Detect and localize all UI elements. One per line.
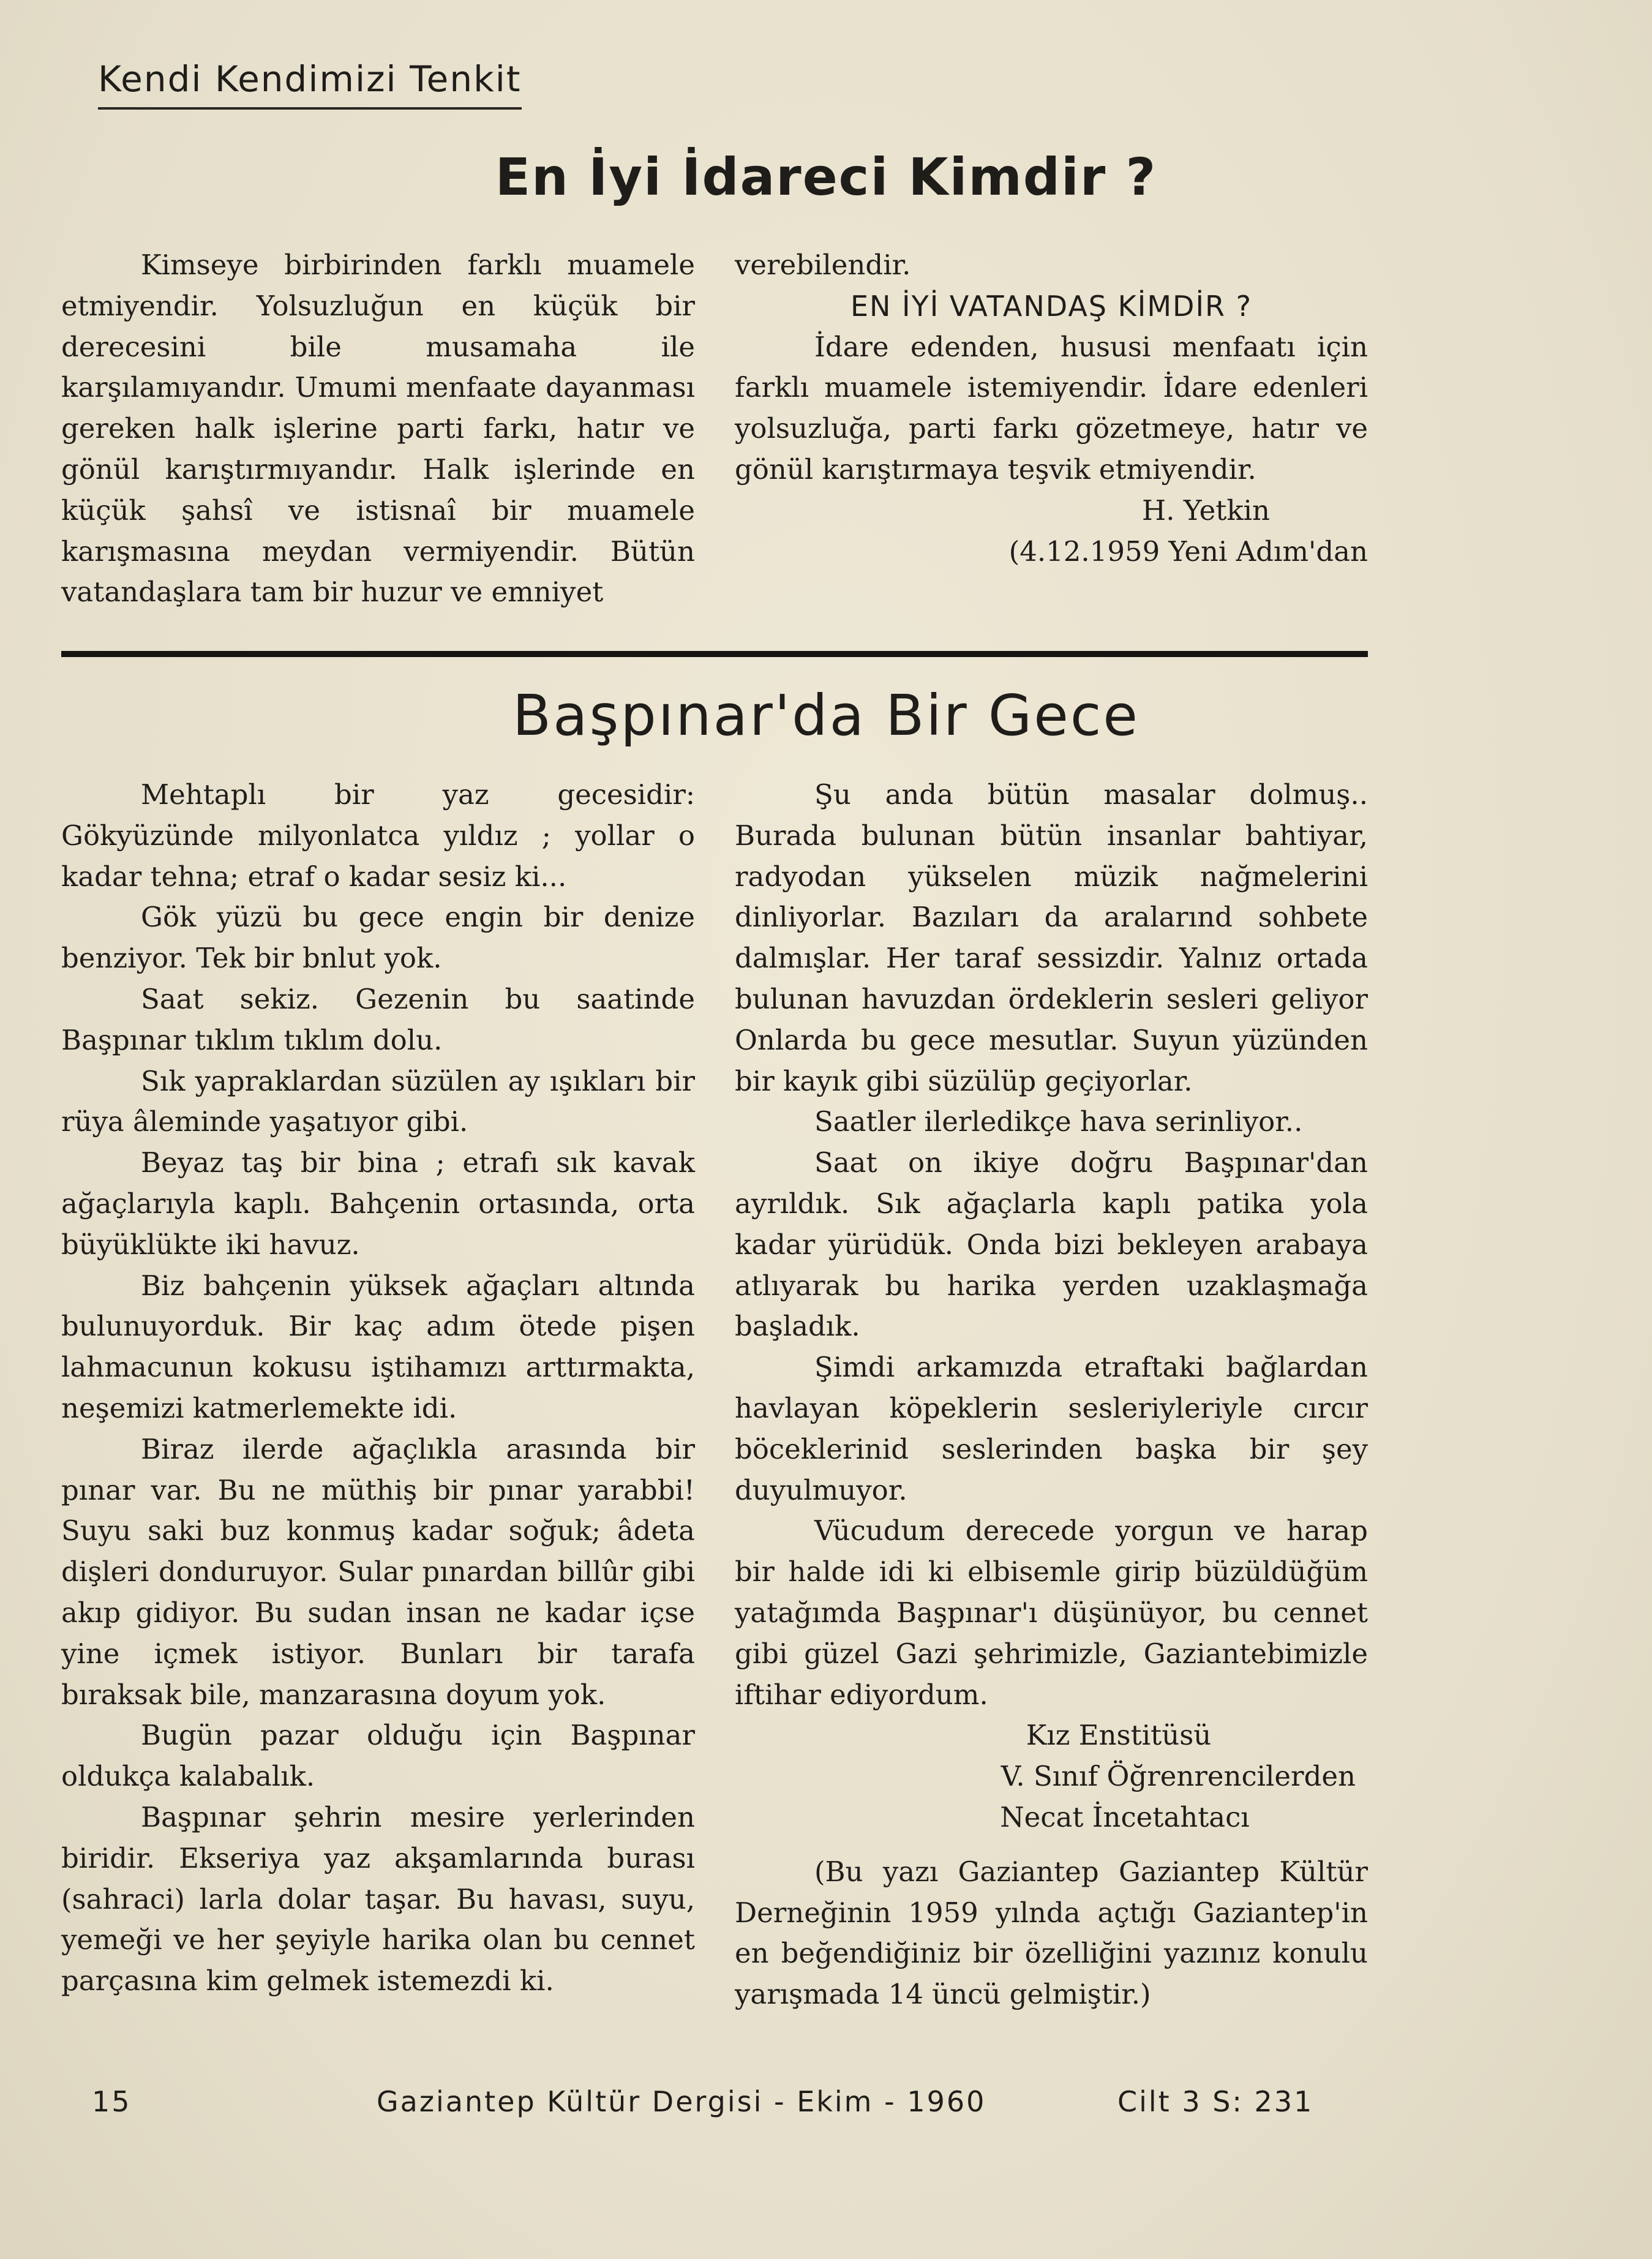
- article2-paragraph: Gök yüzü bu gece engin bir denize benziyor. Tek bir bnlut yok.: [61, 901, 695, 975]
- article2-paragraph: Başpınar şehrin mesire yerlerinden biridir. Ekseriya yaz akşamlarında burası (sahraci) larla dolar taşar. Bu havası, suyu, yemeği ve her şeyiyle harika olan bu cennet parçasına kim gelmek istemezdi ki.: [61, 1800, 695, 1998]
- article2-paragraph: Biz bahçenin yüksek ağaçları altında bulunuyorduk. Bir kaç adım ötede pişen lahmacunun kokusu iştihamızı arttırmakta, neşemizi katmerlemekte idi.: [61, 1269, 695, 1424]
- article2-paragraph: Saat sekiz. Gezenin bu saatinde Başpınar tıklım tıklım dolu.: [61, 982, 695, 1056]
- article2-paragraph: Saat on ikiye doğru Başpınar'dan ayrıldık. Sık ağaçlarla kaplı patika yola kadar yürüdük. Onda bizi bekleyen arabaya atlıyarak bu harika yerden uzaklaşmağa başladık.: [735, 1146, 1368, 1343]
- page-number: 15: [92, 2085, 132, 2118]
- article1-source: (4.12.1959 Yeni Adım'dan: [1008, 535, 1368, 568]
- competition-note: (Bu yazı Gaziantep Gaziantep Kültür Derneğinin 1959 yılnda açtığı Gaziantep'in en beğendiğiniz bir özelliğini yazınız konulu yarışmada 14 üncü gelmiştir.): [735, 1855, 1368, 2011]
- article1-right-column: [735, 245, 1368, 572]
- article1-paragraph: İdare edenden, hususi menfaatı için farklı muamele istemiyendir. İdare edenleri yolsuzluğa, parti farkı gözetmeye, hatır ve gönül karıştırmaya teşvik etmiyendir.: [735, 330, 1368, 486]
- article-title-baspinar: Başpınar'da Bir Gece: [512, 683, 1140, 748]
- section-divider: [61, 651, 1368, 657]
- signature-class: V. Sınıf Öğrenrencilerden: [1001, 1760, 1356, 1793]
- article2-paragraph: Şu anda bütün masalar dolmuş.. Burada bulunan bütün insanlar bahtiyar, radyodan yükselen müzik nağmelerini dinliyorlar. Bazıları da aralarınd sohbete dalmışlar. Her taraf sessizdir. Yalnız ortada bulunan havuzdan ördeklerin sesleri geliyor Onlarda bu gece mesutlar. Suyun yüzünden bir kayık gibi süzülüp geçiyorlar.: [735, 778, 1368, 1097]
- article2-paragraph: Sık yapraklardan süzülen ay ışıkları bir rüya âleminde yaşatıyor gibi.: [61, 1064, 695, 1138]
- journal-title: Gaziantep Kültür Dergisi - Ekim - 1960: [377, 2085, 986, 2118]
- article2-paragraph: Bugün pazar olduğu için Başpınar oldukça kalabalık.: [61, 1719, 695, 1793]
- article1-author: H. Yetkin: [1141, 494, 1270, 527]
- article2-paragraph: Vücudum derecede yorgun ve harap bir halde idi ki elbisemle girip büzüldüğüm yatağımda Başpınar'ı düşünüyor, bu cennet gibi güzel Gazi şehrimizle, Gaziantebimizle iftihar ediyordum.: [735, 1514, 1368, 1711]
- volume-issue: Cilt 3 S: 231: [1117, 2085, 1314, 2118]
- article2-paragraph: Mehtaplı bir yaz gecesidir: Gökyüzünde milyonlatca yıldız ; yollar o kadar tehna; etraf o kadar sesiz ki...: [61, 778, 695, 893]
- article2-right-column: [735, 775, 1368, 2015]
- article1-subheading: EN İYİ VATANDAŞ KİMDİR ?: [850, 289, 1253, 323]
- article2-paragraph: Beyaz taş bir bina ; etrafı sık kavak ağaçlarıyla kaplı. Bahçenin ortasında, orta büyüklükte iki havuz.: [61, 1146, 695, 1261]
- article2-paragraph: Biraz ilerde ağaçlıkla arasında bir pınar var. Bu ne müthiş bir pınar yarabbi! Suyu saki buz konmuş kadar soğuk; âdeta dişleri donduruyor. Sular pınardan billûr gibi akıp gidiyor. Bu sudan insan ne kadar içse yine içmek istiyor. Bunları bir tarafa bıraksak bile, manzarasına doyum yok.: [61, 1432, 695, 1711]
- section-tag: Kendi Kendimizi Tenkit: [98, 58, 522, 110]
- article-title-best-administrator: En İyi İdareci Kimdir ?: [495, 147, 1157, 207]
- article1-paragraph: Kimseye birbirinden farklı muamele etmiyendir. Yolsuzluğun en küçük bir derecesini bile musamaha ile karşılamıyandır. Umumi menfaate dayanması gereken halk işlerine parti farkı, hatır ve gönül karıştırmıyandır. Halk işlerinde en küçük şahsî ve istisnaî bir muamele karışmasına meydan vermiyendir. Bütün vatandaşlara tam bir huzur ve emniyet: [61, 249, 695, 609]
- signature-school: Kız Enstitüsü: [1026, 1719, 1212, 1752]
- article1-left-column: [61, 245, 695, 613]
- article2-left-column: [61, 775, 695, 2002]
- article1-continuation: verebilendir.: [735, 249, 911, 281]
- article2-paragraph: Saatler ilerledikçe hava serinliyor..: [814, 1105, 1303, 1138]
- signature-name: Necat İncetahtacı: [1000, 1800, 1250, 1833]
- article2-paragraph: Şimdi arkamızda etraftaki bağlardan havlayan köpeklerin sesleriyleriyle cırcır böceklerinid seslerinden başka bir şey duyulmuyor.: [735, 1351, 1368, 1506]
